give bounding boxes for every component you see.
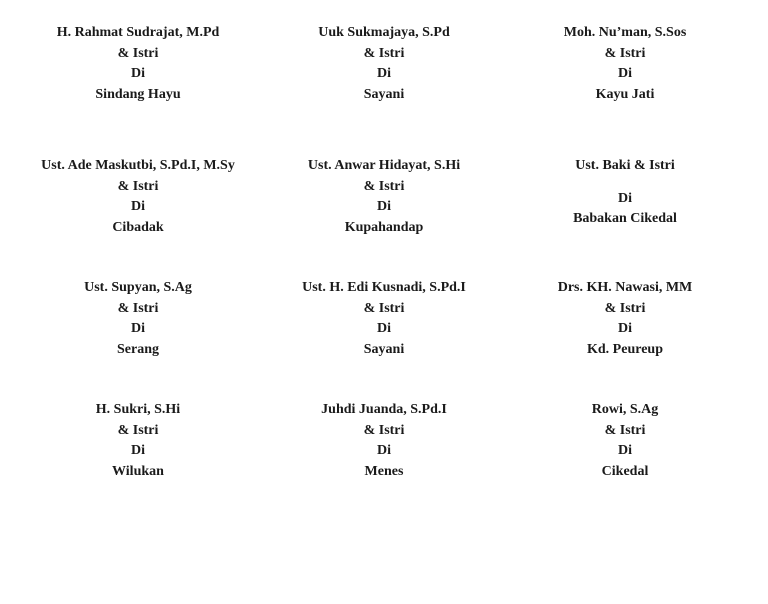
recipient-di: Di bbox=[377, 66, 391, 81]
recipient-place: Sayani bbox=[363, 341, 405, 357]
recipient-name: H. Sukri, S.Hi bbox=[95, 402, 181, 417]
recipient-name: Drs. KH. Nawasi, MM bbox=[557, 280, 693, 295]
address-label bbox=[505, 23, 745, 105]
address-label bbox=[264, 23, 504, 105]
recipient-di: Di bbox=[618, 190, 632, 206]
recipient-place: Menes bbox=[364, 463, 404, 479]
recipient-spouse: & Istri bbox=[117, 178, 159, 194]
recipient-di: Di bbox=[131, 321, 145, 336]
address-label bbox=[505, 278, 745, 360]
recipient-spouse: & Istri bbox=[604, 300, 646, 316]
recipient-spouse: & Istri bbox=[117, 422, 159, 438]
recipient-spouse: & Istri bbox=[363, 45, 405, 61]
recipient-spouse: & Istri bbox=[117, 45, 159, 61]
recipient-place: Kayu Jati bbox=[595, 86, 655, 102]
recipient-di: Di bbox=[377, 321, 391, 336]
recipient-di: Di bbox=[618, 66, 632, 81]
recipient-place: Kd. Peureup bbox=[587, 341, 663, 357]
recipient-spouse: & Istri bbox=[604, 422, 646, 438]
address-label bbox=[18, 23, 258, 105]
recipient-name: Moh. Nu’man, S.Sos bbox=[563, 25, 687, 40]
recipient-name: Ust. Baki & Istri bbox=[575, 158, 675, 173]
recipient-place: Serang bbox=[117, 341, 159, 357]
recipient-place: Sindang Hayu bbox=[95, 86, 181, 102]
recipient-di: Di bbox=[131, 66, 145, 81]
recipient-name: Ust. Ade Maskutbi, S.Pd.I, M.Sy bbox=[41, 158, 235, 173]
recipient-di: Di bbox=[618, 443, 632, 458]
recipient-di: Di bbox=[377, 199, 391, 214]
address-label bbox=[505, 156, 745, 230]
recipient-place: Cibadak bbox=[112, 219, 164, 235]
blank-line bbox=[505, 177, 745, 189]
address-label bbox=[18, 156, 258, 238]
recipient-name: Uuk Sukmajaya, S.Pd bbox=[318, 25, 450, 40]
recipient-name: H. Rahmat Sudrajat, M.Pd bbox=[56, 25, 220, 40]
recipient-spouse: & Istri bbox=[363, 178, 405, 194]
recipient-spouse: & Istri bbox=[363, 300, 405, 316]
address-label bbox=[18, 400, 258, 482]
recipient-place: Cikedal bbox=[601, 463, 649, 479]
address-label bbox=[18, 278, 258, 360]
address-label bbox=[505, 400, 745, 482]
recipient-name: Ust. Supyan, S.Ag bbox=[84, 280, 192, 295]
address-label bbox=[264, 156, 504, 238]
address-label bbox=[264, 400, 504, 482]
recipient-di: Di bbox=[618, 321, 632, 336]
recipient-place: Babakan Cikedal bbox=[573, 211, 677, 226]
recipient-place: Sayani bbox=[363, 86, 405, 102]
recipient-spouse: & Istri bbox=[117, 300, 159, 316]
address-label bbox=[264, 278, 504, 360]
recipient-spouse: & Istri bbox=[604, 45, 646, 61]
recipient-di: Di bbox=[131, 199, 145, 214]
recipient-name: Ust. H. Edi Kusnadi, S.Pd.I bbox=[302, 280, 466, 295]
recipient-name: Ust. Anwar Hidayat, S.Hi bbox=[307, 158, 461, 173]
recipient-name: Juhdi Juanda, S.Pd.I bbox=[321, 402, 447, 417]
recipient-spouse: & Istri bbox=[363, 422, 405, 438]
recipient-place: Kupahandap bbox=[344, 219, 424, 235]
recipient-di: Di bbox=[377, 443, 391, 458]
recipient-place: Wilukan bbox=[112, 463, 164, 479]
recipient-di: Di bbox=[131, 443, 145, 458]
recipient-name: Rowi, S.Ag bbox=[591, 402, 659, 417]
